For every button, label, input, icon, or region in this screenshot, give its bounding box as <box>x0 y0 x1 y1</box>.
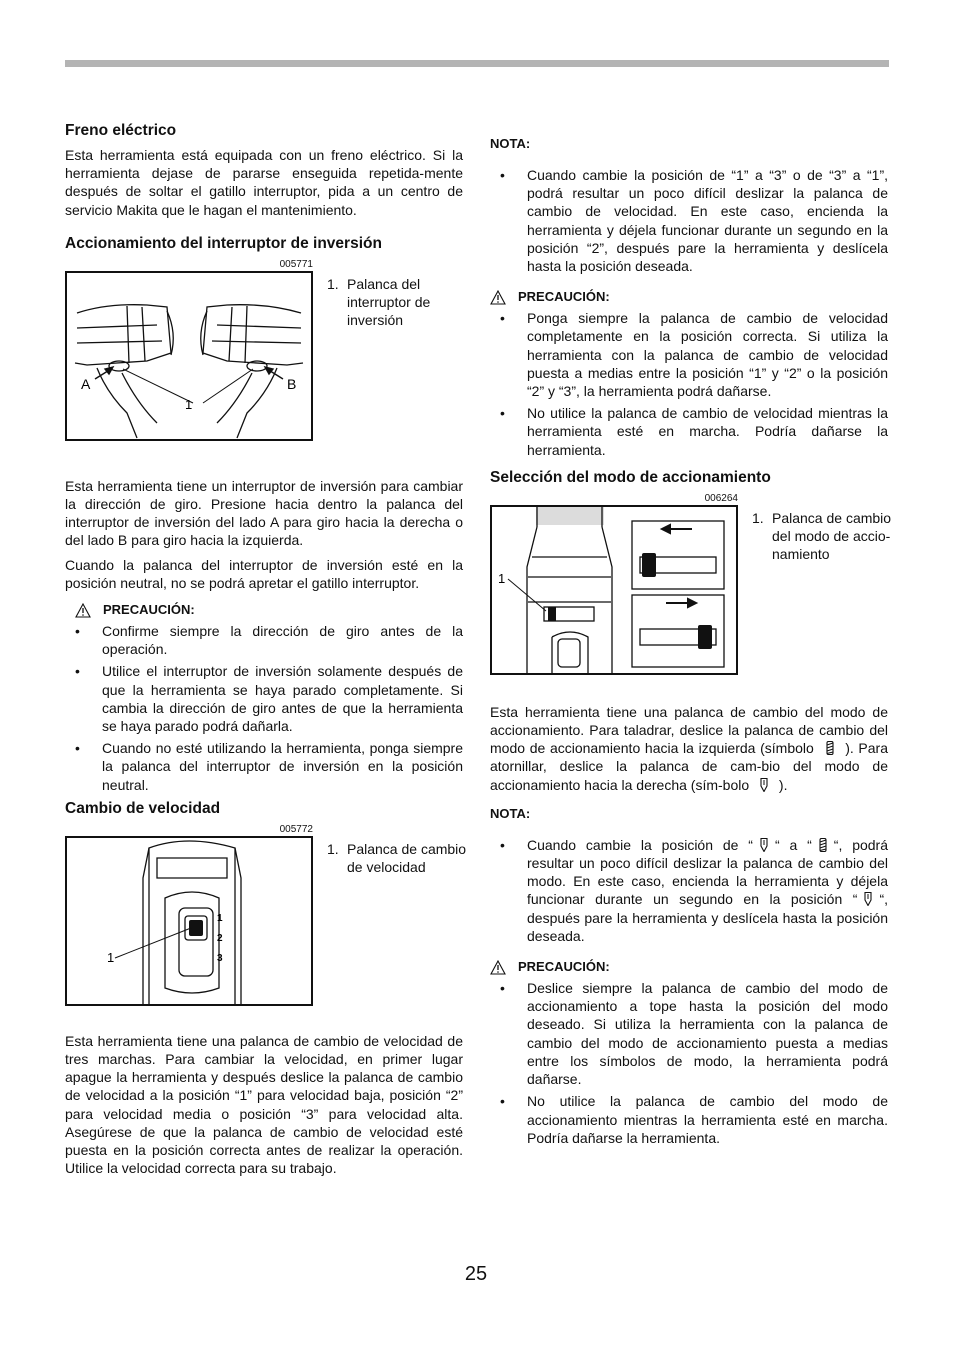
list-item: • Cuando no esté utilizando la herramienta, ponga siempre la palanca del interruptor de inversión en la posición neutral. <box>75 740 463 793</box>
inversion-heading: Accionamiento del interruptor de inversión <box>65 234 382 252</box>
note-heading: NOTA: <box>490 136 531 151</box>
figure-label-1: 1 <box>107 949 115 965</box>
inversion-figure: 005771 A B 1 1. Palanca del interruptor de inversión <box>65 259 463 441</box>
page-number: 25 <box>464 1263 488 1285</box>
caution-heading: PRECAUCIÓN: <box>490 289 888 305</box>
velocidad-heading: Cambio de velocidad <box>65 799 221 817</box>
speed-lever-drawing <box>67 838 311 1004</box>
inversion-para-1: Esta herramienta tiene un interruptor de inversión para cambiar la dirección de giro. Presione hacia dentro la palanca del interruptor de inversión del lado A para giro hacia la derecha o del lado B para giro hacia la izquierda. <box>65 477 463 549</box>
velocidad-illustration <box>65 836 313 1006</box>
velocidad-figure: 005772 1 1 2 3 1. Palanca de cambio de velocidad <box>65 824 463 1006</box>
modo-para: Esta herramienta tiene una palanca de cambio del modo de accionamiento. Para taladrar, deslice la palanca de cambio del modo de accionamiento hacia la izquierda (símbolo ). Para atornillar, deslice la palanca de cam-bio del modo de accionamiento hacia la derecha (sím-bolo ). <box>490 703 889 793</box>
freno-text: Esta herramienta está equipada con un freno eléctrico. Si la herramienta dejase de pararse enseguida repetida-mente después de soltar el gatillo interruptor, pida a un centro de servicio Makita que le hagan el mantenimiento. <box>65 147 463 218</box>
screw-icon <box>861 892 875 906</box>
speed-label-2: 2 <box>217 932 223 944</box>
modo-figure: 006264 1 1. Palanca de cambio del modo de accio-namiento <box>490 493 888 675</box>
list-item: • Cuando cambie la posición de “1” a “3” o de “3” a “1”, podrá resultar un poco difícil deslizar la palanca de cambio de velocidad. En este caso, encienda la herramienta y déjela funcionar durante un segundo en la posición “2”, después pare la herramienta y deslícela hasta la posición deseada. <box>500 167 888 275</box>
list-item: • Confirme siempre la dirección de giro antes de la operación. <box>75 623 463 658</box>
figure-label-1: 1 <box>185 396 193 412</box>
inversion-cautions <box>65 622 463 794</box>
caution-heading: PRECAUCIÓN: <box>75 602 463 618</box>
freno-heading: Freno eléctrico <box>65 122 177 139</box>
warning-triangle-icon <box>75 603 91 618</box>
drill-bit-icon <box>823 741 837 755</box>
velocidad-para: Esta herramienta tiene una palanca de cambio de velocidad de tres marchas. Para cambiar la velocidad, en primer lugar apague la herramienta y después deslice la palanca de cambio de velocidad a la posición “1” para velocidad baja, posición “2” para velocidad media o posición “3” para velocidad alta. Asegúrese de que la palanca de cambio de velocidad esté puesta en la posición correcta antes de realizar la operación. Utilice la velocidad correcta para su trabajo. <box>65 1032 463 1177</box>
speed-label-3: 3 <box>217 952 223 964</box>
modo-illustration <box>490 505 738 675</box>
figure-code: 006264 <box>704 492 738 504</box>
drill-bit-icon <box>816 838 830 852</box>
inversion-illustration <box>65 271 313 441</box>
list-item: • Ponga siempre la palanca de cambio de velocidad completamente en la posición correcta. Si utiliza la herramienta con la palanca de cambio de velocidad puesta a medias entre la posición “1” y “2” o la posición “2” y “3”, la herramienta podrá dañarse. <box>500 310 888 400</box>
warning-triangle-icon <box>490 960 506 975</box>
caution-heading: PRECAUCIÓN: <box>490 959 888 975</box>
speed-cautions <box>490 309 888 459</box>
list-item: • Deslice siempre la palanca de cambio del modo de accionamiento a tope hasta la posición del modo deseado. Si utiliza la herramienta con la palanca de cambio del modo de accionamiento puesta a medias entre los símbolos de modo, la herramienta podrá dañarse. <box>500 980 888 1088</box>
modo-heading: Selección del modo de accionamiento <box>490 468 771 486</box>
warning-triangle-icon <box>490 290 506 305</box>
figure-code: 005771 <box>279 258 313 270</box>
right-column <box>490 136 892 1153</box>
figure-label-1: 1 <box>498 570 506 586</box>
list-item: • No utilice la palanca de cambio de velocidad mientras la herramienta esté en marcha. Podría dañarse la herramienta. <box>500 405 888 458</box>
list-item: • Utilice el interruptor de inversión solamente después de que la herramienta se haya parado completamente. Si cambia la dirección de giro antes de que la herramienta se haya parado podrá dañarla. <box>75 663 463 735</box>
reversing-switch-drawing <box>67 273 311 439</box>
note-heading: NOTA: <box>490 805 531 821</box>
figure-code: 005772 <box>279 823 313 835</box>
mode-notes <box>490 836 888 945</box>
figure-label-a: A <box>81 375 91 392</box>
mode-lever-drawing <box>492 507 736 673</box>
screw-icon <box>757 778 771 792</box>
screw-icon <box>757 838 771 852</box>
header-rule <box>65 60 889 67</box>
list-item: • Cuando cambie la posición de “ “ a “ “, podrá resultar un poco difícil deslizar la palanca de cambio del modo. En este caso, encienda la herramienta y déjela funcionar durante un segundo en la posición “ “, después pare la herramienta y deslícela hasta la posición deseada. <box>500 836 888 944</box>
speed-notes <box>490 166 888 275</box>
list-item: • No utilice la palanca de cambio del modo de accionamiento mientras la herramienta esté en marcha. Podría dañarse la herramienta. <box>500 1093 888 1146</box>
figure-label-b: B <box>287 375 297 392</box>
speed-label-1: 1 <box>217 912 223 924</box>
mode-cautions <box>490 979 888 1147</box>
left-column <box>65 112 467 1183</box>
inversion-para-2: Cuando la palanca del interruptor de inversión esté en la posición neutral, no se podrá apretar el gatillo interruptor. <box>65 556 463 591</box>
